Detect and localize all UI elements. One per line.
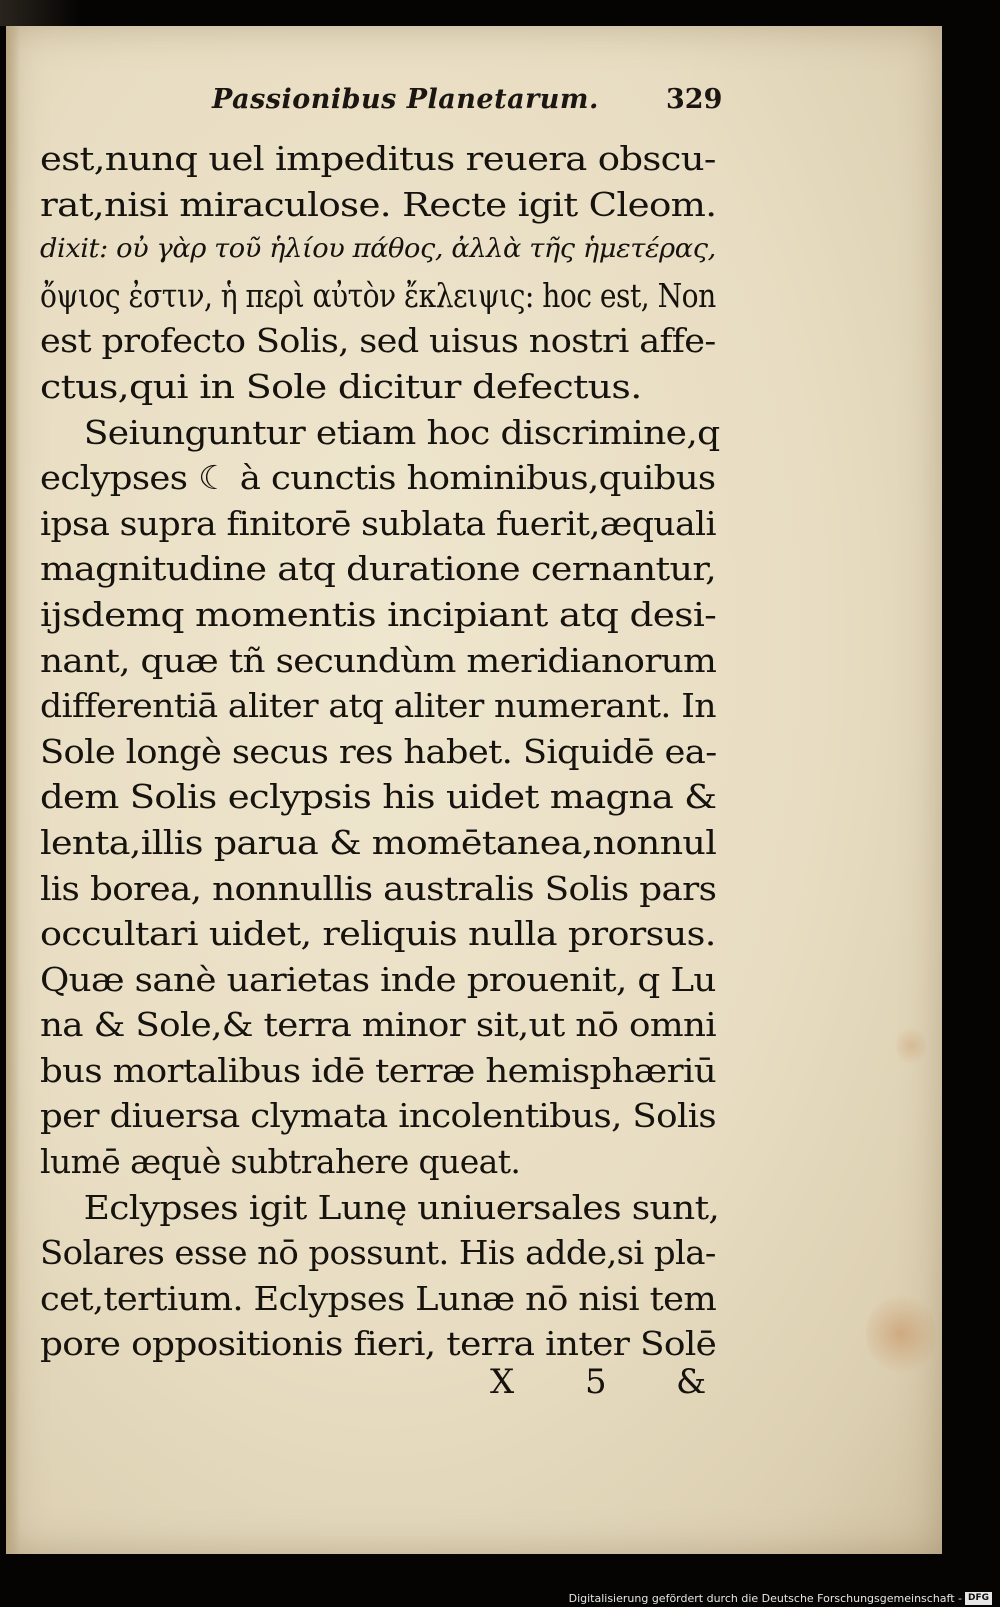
- running-title: Passionibus Planetarum.: [212, 84, 599, 115]
- text-line: cet,tertium. Eclypses Lunæ nō nisi tem: [40, 1278, 717, 1318]
- text-line: Sole longè secus res habet. Siquidē ea-: [40, 731, 717, 771]
- paper-stain: [866, 1294, 936, 1374]
- text-line: Seiunguntur etiam hoc discrimine,q: [83, 412, 720, 452]
- text-line: differentiā aliter atq aliter numerant. In: [40, 686, 716, 726]
- text-line: eclypses ☾ à cunctis hominibus,quibus: [40, 458, 716, 498]
- text-line: nant, quæ tñ secundùm meridianorum: [40, 640, 717, 680]
- text-line: rat,nisi miraculose. Recte igit Cleom.: [40, 184, 717, 224]
- text-line: ijsdemq momentis incipiant atq desi-: [40, 594, 717, 634]
- catchword: &: [676, 1362, 707, 1402]
- page-number: 329: [666, 84, 723, 115]
- text-line: pore oppositionis fieri, terra inter Solē: [40, 1324, 717, 1364]
- text-line: ctus,qui in Sole dicitur defectus.: [40, 366, 642, 406]
- text-line: occultari uidet, reliquis nulla prorsus.: [40, 914, 716, 954]
- text-line: lenta,illis parua & momētanea,nonnul: [40, 822, 717, 862]
- text-line: magnitudine atq duratione cernantur,: [40, 549, 717, 589]
- text-line: est profecto Solis, sed uisus nostri affe-: [40, 321, 716, 361]
- text-line: bus mortalibus idē terræ hemisphæriū: [40, 1050, 716, 1090]
- text-line: Eclypses igit Lunę uniuersales sunt,: [83, 1187, 720, 1227]
- signature-mark: X 5: [490, 1362, 637, 1402]
- text-line: lis borea, nonnullis australis Solis pars: [40, 868, 717, 908]
- text-line: na & Sole,& terra minor sit,ut nō omni: [40, 1005, 717, 1045]
- paper-stain: [896, 1026, 926, 1066]
- text-line: ὄψιος ἐστιν, ἡ περὶ αὐτὸν ἔκλειψις: hoc est, Non: [40, 275, 716, 315]
- footer-credit: [569, 1592, 992, 1605]
- text-line: dem Solis eclypsis his uidet magna &: [40, 777, 717, 817]
- footer-credit-text: Digitalisierung gefördert durch die Deutsche Forschungsgemeinschaft -: [568, 1592, 962, 1605]
- text-line: per diuersa clymata incolentibus, Solis: [40, 1096, 716, 1136]
- text-line: lumē æquè subtrahere queat.: [40, 1142, 521, 1182]
- text-line: dixit: οὐ γὰρ τοῦ ἡλίου πάθος, ἀλλὰ τῆς ἡμετέρας,: [40, 234, 716, 265]
- page-gutter-shadow: [6, 26, 20, 1554]
- text-line: est,nunq uel impeditus reuera obscu-: [40, 139, 716, 178]
- text-line: Solares esse nō possunt. His adde,si pla-: [40, 1233, 716, 1273]
- scan-edge-strip: [0, 0, 80, 26]
- text-block: [40, 136, 740, 1367]
- text-line: Quæ sanè uarietas inde prouenit, q Lu: [40, 959, 716, 999]
- dfg-logo: DFG: [965, 1592, 992, 1605]
- text-line: ipsa supra finitorē sublata fuerit,æquali: [40, 503, 716, 543]
